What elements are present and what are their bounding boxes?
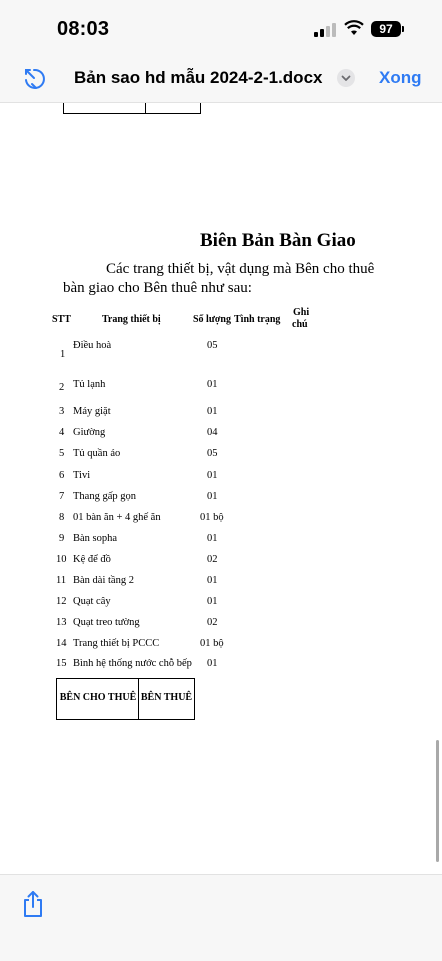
row-item: Bình hệ thống nước chỗ bếp [73, 658, 192, 669]
done-button[interactable]: Xong [379, 68, 422, 87]
row-stt: 5 [59, 448, 65, 459]
row-qty: 02 [207, 554, 218, 565]
row-stt: 11 [56, 575, 67, 586]
status-bar [0, 0, 442, 56]
row-stt: 4 [59, 427, 65, 438]
row-qty: 02 [207, 617, 218, 628]
row-item: Tivi [73, 470, 91, 481]
row-qty: 01 [207, 658, 218, 669]
row-item: Thang gấp gọn [73, 491, 136, 502]
row-item: Tủ lạnh [73, 379, 106, 390]
row-qty: 04 [207, 427, 218, 438]
header-note: Ghi [293, 307, 310, 318]
row-stt: 8 [59, 512, 65, 523]
row-item: Tủ quần áo [73, 448, 121, 459]
row-qty: 01 [207, 596, 218, 607]
markup-pen-icon[interactable] [20, 64, 48, 92]
row-stt: 13 [56, 617, 67, 628]
row-qty: 01 [207, 533, 218, 544]
signature-lessee: BÊN THUÊ [140, 692, 193, 703]
row-item: Bàn sopha [73, 533, 118, 544]
row-qty: 01 [207, 406, 218, 417]
row-qty: 01 [207, 575, 218, 586]
row-qty: 05 [207, 448, 218, 459]
row-item: Điều hoà [73, 340, 112, 351]
row-qty: 01 bộ [200, 512, 224, 523]
row-qty: 01 [207, 470, 218, 481]
row-stt: 15 [56, 658, 67, 669]
row-item: Giường [73, 427, 106, 438]
signature-table [56, 678, 195, 720]
row-item: 01 bàn ăn + 4 ghế ăn [73, 512, 161, 523]
row-stt: 2 [59, 382, 65, 393]
chevron-down-icon[interactable] [337, 69, 355, 87]
row-stt: 7 [59, 491, 65, 502]
row-qty: 05 [207, 340, 218, 351]
row-item: Kệ để đồ [73, 554, 111, 565]
cellular-signal-icon [314, 23, 336, 37]
table-divider [145, 103, 146, 113]
row-stt: 12 [56, 596, 67, 607]
row-qty: 01 [207, 379, 218, 390]
share-icon[interactable] [21, 890, 45, 918]
signature-lessor: BÊN CHO THUÊ [59, 692, 137, 703]
row-item: Bàn dài tầng 2 [73, 575, 134, 586]
document-page[interactable] [0, 103, 442, 874]
intro-line: Các trang thiết bị, vật dụng mà Bên cho thuê [106, 261, 375, 277]
wifi-icon [344, 20, 364, 36]
battery-tip [402, 26, 404, 32]
row-item: Quạt cây [73, 596, 111, 607]
header-qty: Số lượng [193, 314, 231, 325]
document-heading: Biên Bản Bàn Giao [200, 230, 356, 251]
header-stt: STT [52, 314, 71, 325]
row-stt: 6 [59, 470, 65, 481]
row-stt: 10 [56, 554, 67, 565]
row-stt: 9 [59, 533, 65, 544]
document-title[interactable]: Bản sao hd mẫu 2024-2-1.docx [74, 68, 323, 87]
status-time: 08:03 [57, 18, 110, 40]
row-item: Máy giặt [73, 406, 111, 417]
battery-icon: 97 [371, 21, 401, 37]
previous-signature-table [63, 103, 201, 114]
row-item: Quạt treo tường [73, 617, 140, 628]
bottom-toolbar [0, 874, 442, 961]
row-qty: 01 [207, 491, 218, 502]
row-stt: 1 [60, 349, 66, 360]
row-item: Trang thiết bị PCCC [73, 638, 160, 649]
vertical-scrollbar[interactable] [436, 740, 439, 862]
intro-line: bàn giao cho Bên thuê như sau: [63, 280, 252, 296]
row-qty: 01 bộ [200, 638, 224, 649]
row-stt: 3 [59, 406, 65, 417]
header-condition: Tình trạng [234, 314, 281, 325]
row-stt: 14 [56, 638, 67, 649]
header-item: Trang thiết bị [102, 314, 161, 325]
header-note: chú [292, 319, 308, 330]
nav-bar [0, 56, 442, 103]
